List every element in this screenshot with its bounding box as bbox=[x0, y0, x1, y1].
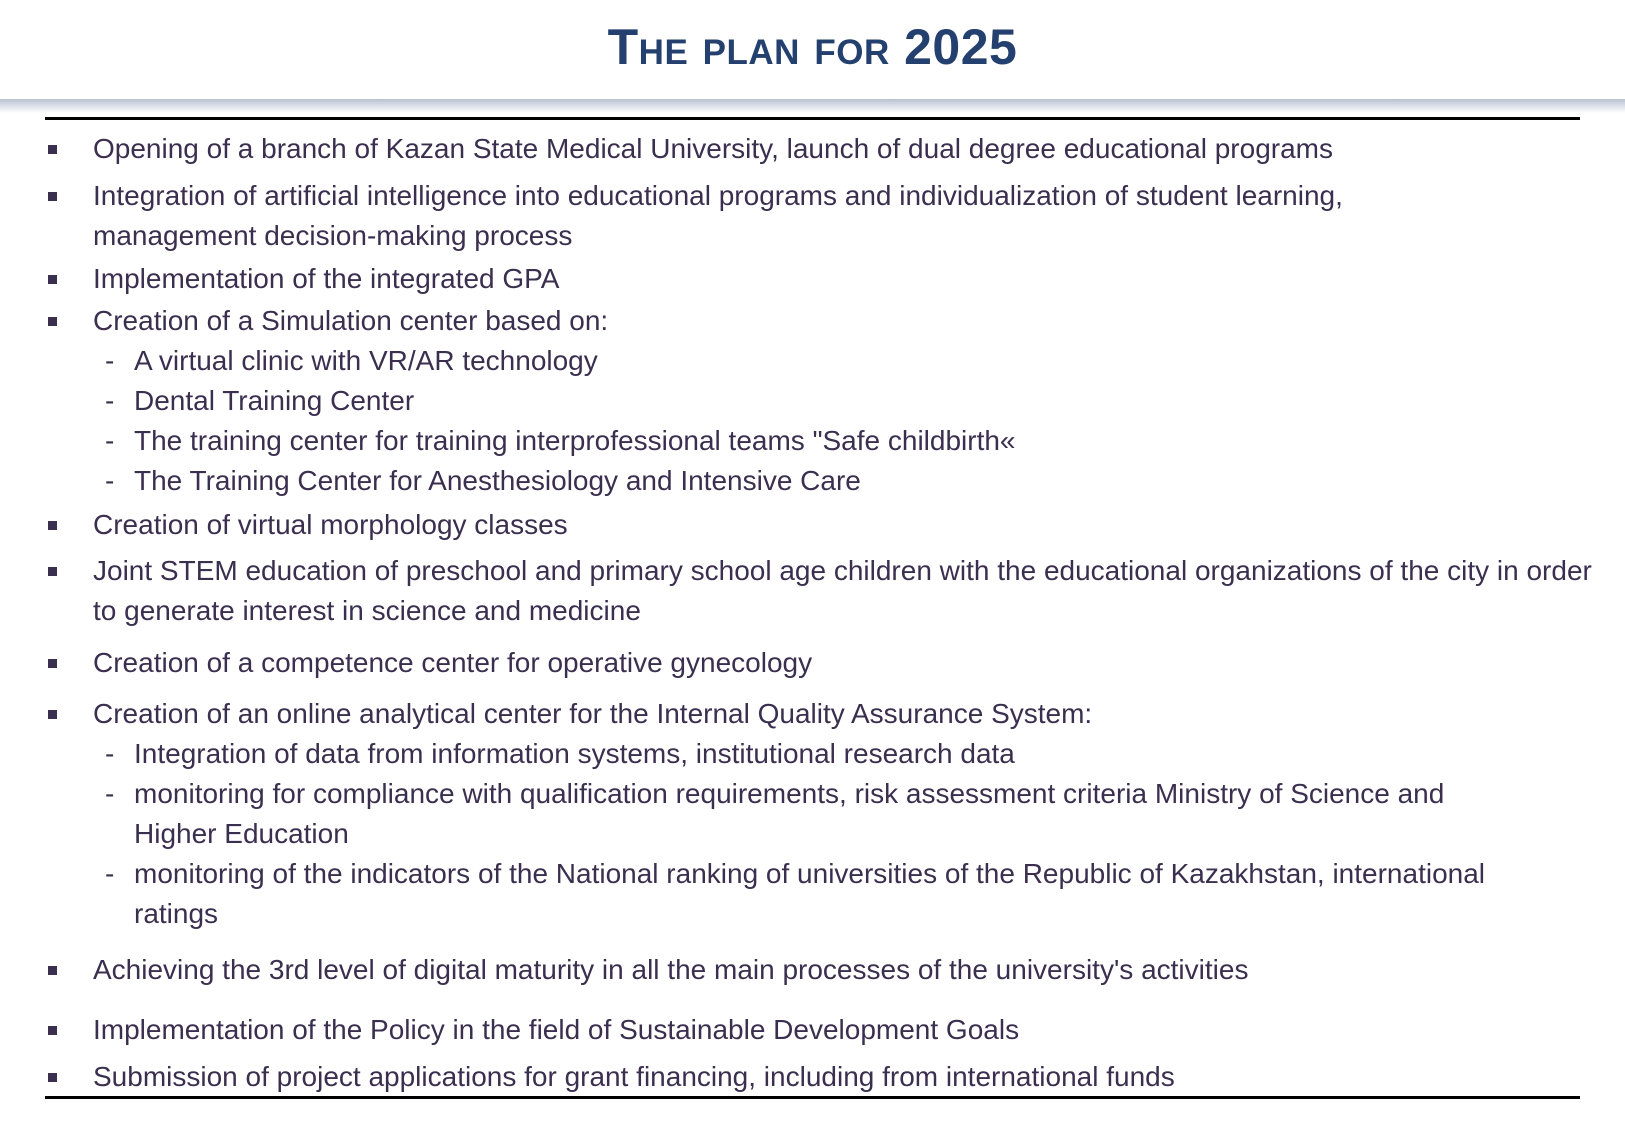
dash-marker: - bbox=[105, 465, 115, 496]
bullet-icon bbox=[48, 192, 57, 201]
sub-list-item: The training center for training interprofessional teams "Safe childbirth« bbox=[134, 425, 1016, 456]
bullet-icon bbox=[48, 966, 57, 975]
list-item: Creation of a Simulation center based on: bbox=[93, 305, 609, 336]
bullet-icon bbox=[48, 659, 57, 668]
title-shadow-band bbox=[0, 99, 1625, 113]
dash-marker: - bbox=[105, 385, 115, 416]
dash-marker: - bbox=[105, 425, 115, 456]
bullet-icon bbox=[48, 317, 57, 326]
bullet-icon bbox=[48, 1073, 57, 1082]
list-item: Creation of an online analytical center for the Internal Quality Assurance System: bbox=[93, 698, 1093, 729]
bottom-rule bbox=[45, 1096, 1580, 1099]
sub-list-item: A virtual clinic with VR/AR technology bbox=[134, 345, 598, 376]
list-item: Submission of project applications for grant financing, including from international funds bbox=[93, 1061, 1175, 1092]
list-item: Joint STEM education of preschool and primary school age children with the educational organizations of the city in order to generate interest in science and medicine bbox=[93, 555, 1592, 626]
top-rule bbox=[45, 117, 1580, 120]
bullet-icon bbox=[48, 567, 57, 576]
bullet-icon bbox=[48, 275, 57, 284]
bullet-icon bbox=[48, 521, 57, 530]
list-item: Implementation of the Policy in the field of Sustainable Development Goals bbox=[93, 1014, 1020, 1045]
list-item: Integration of artificial intelligence into educational programs and individualization of student learning, management decision-making process bbox=[93, 180, 1343, 251]
sub-list-item: The Training Center for Anesthesiology and Intensive Care bbox=[134, 465, 861, 496]
bullet-icon bbox=[48, 1026, 57, 1035]
list-item: Achieving the 3rd level of digital maturity in all the main processes of the university's activities bbox=[93, 954, 1249, 985]
dash-marker: - bbox=[105, 858, 115, 889]
sub-list-item: Integration of data from information systems, institutional research data bbox=[134, 738, 1015, 769]
bullet-icon bbox=[48, 145, 57, 154]
list-item: Creation of a competence center for operative gynecology bbox=[93, 647, 813, 678]
list-item: Implementation of the integrated GPA bbox=[93, 263, 560, 294]
dash-marker: - bbox=[105, 778, 115, 809]
sub-list-item: monitoring for compliance with qualification requirements, risk assessment criteria Ministry of Science and Higher Education bbox=[134, 778, 1445, 849]
list-item: Creation of virtual morphology classes bbox=[93, 509, 568, 540]
dash-marker: - bbox=[105, 345, 115, 376]
sub-list-item: Dental Training Center bbox=[134, 385, 415, 416]
page-title: The plan for 2025 bbox=[607, 19, 1018, 75]
dash-marker: - bbox=[105, 738, 115, 769]
bullet-icon bbox=[48, 710, 57, 719]
list-item: Opening of a branch of Kazan State Medical University, launch of dual degree educational programs bbox=[93, 133, 1333, 164]
sub-list-item: monitoring of the indicators of the National ranking of universities of the Republic of Kazakhstan, international ratings bbox=[134, 858, 1485, 929]
